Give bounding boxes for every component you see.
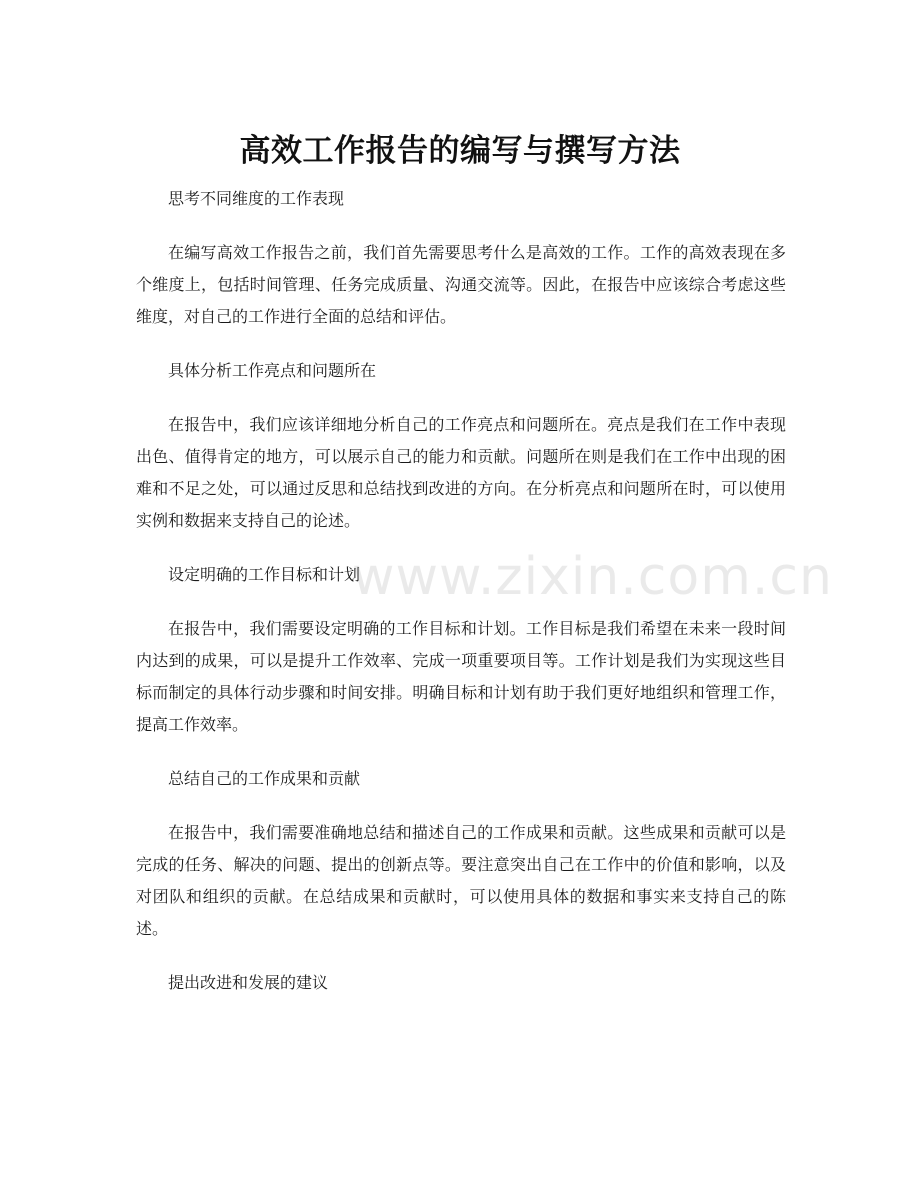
- document-body: [136, 183, 786, 999]
- section-heading: 总结自己的工作成果和贡献: [168, 769, 361, 788]
- section-paragraph: 在报告中，我们需要设定明确的工作目标和计划。工作目标是我们希望在未来一段时间内达到的成果，可以是提升工作效率、完成一项重要项目等。工作计划是我们为实现这些目标而制定的具体行动步骤和时间安排。明确目标和计划有助于我们更好地组织和管理工作，提高工作效率。: [136, 619, 786, 734]
- section-paragraph: 在报告中，我们需要准确地总结和描述自己的工作成果和贡献。这些成果和贡献可以是完成的任务、解决的问题、提出的创新点等。要注意突出自己在工作中的价值和影响，以及对团队和组织的贡献。在总结成果和贡献时，可以使用具体的数据和事实来支持自己的陈述。: [136, 823, 786, 938]
- section-heading: 具体分析工作亮点和问题所在: [168, 361, 377, 380]
- watermark: www.zixin.com.cn: [352, 547, 833, 607]
- page-title: 高效工作报告的编写与撰写方法: [239, 132, 681, 169]
- section-heading: 提出改进和发展的建议: [168, 973, 329, 992]
- section-paragraph: 在报告中，我们应该详细地分析自己的工作亮点和问题所在。亮点是我们在工作中表现出色、值得肯定的地方，可以展示自己的能力和贡献。问题所在则是我们在工作中出现的困难和不足之处，可以通过反思和总结找到改进的方向。在分析亮点和问题所在时，可以使用实例和数据来支持自己的论述。: [136, 415, 786, 530]
- section-paragraph: 在编写高效工作报告之前，我们首先需要思考什么是高效的工作。工作的高效表现在多个维度上，包括时间管理、任务完成质量、沟通交流等。因此，在报告中应该综合考虑这些维度，对自己的工作进行全面的总结和评估。: [136, 243, 786, 326]
- section-heading: 设定明确的工作目标和计划: [168, 565, 361, 584]
- section-heading: 思考不同维度的工作表现: [168, 189, 345, 208]
